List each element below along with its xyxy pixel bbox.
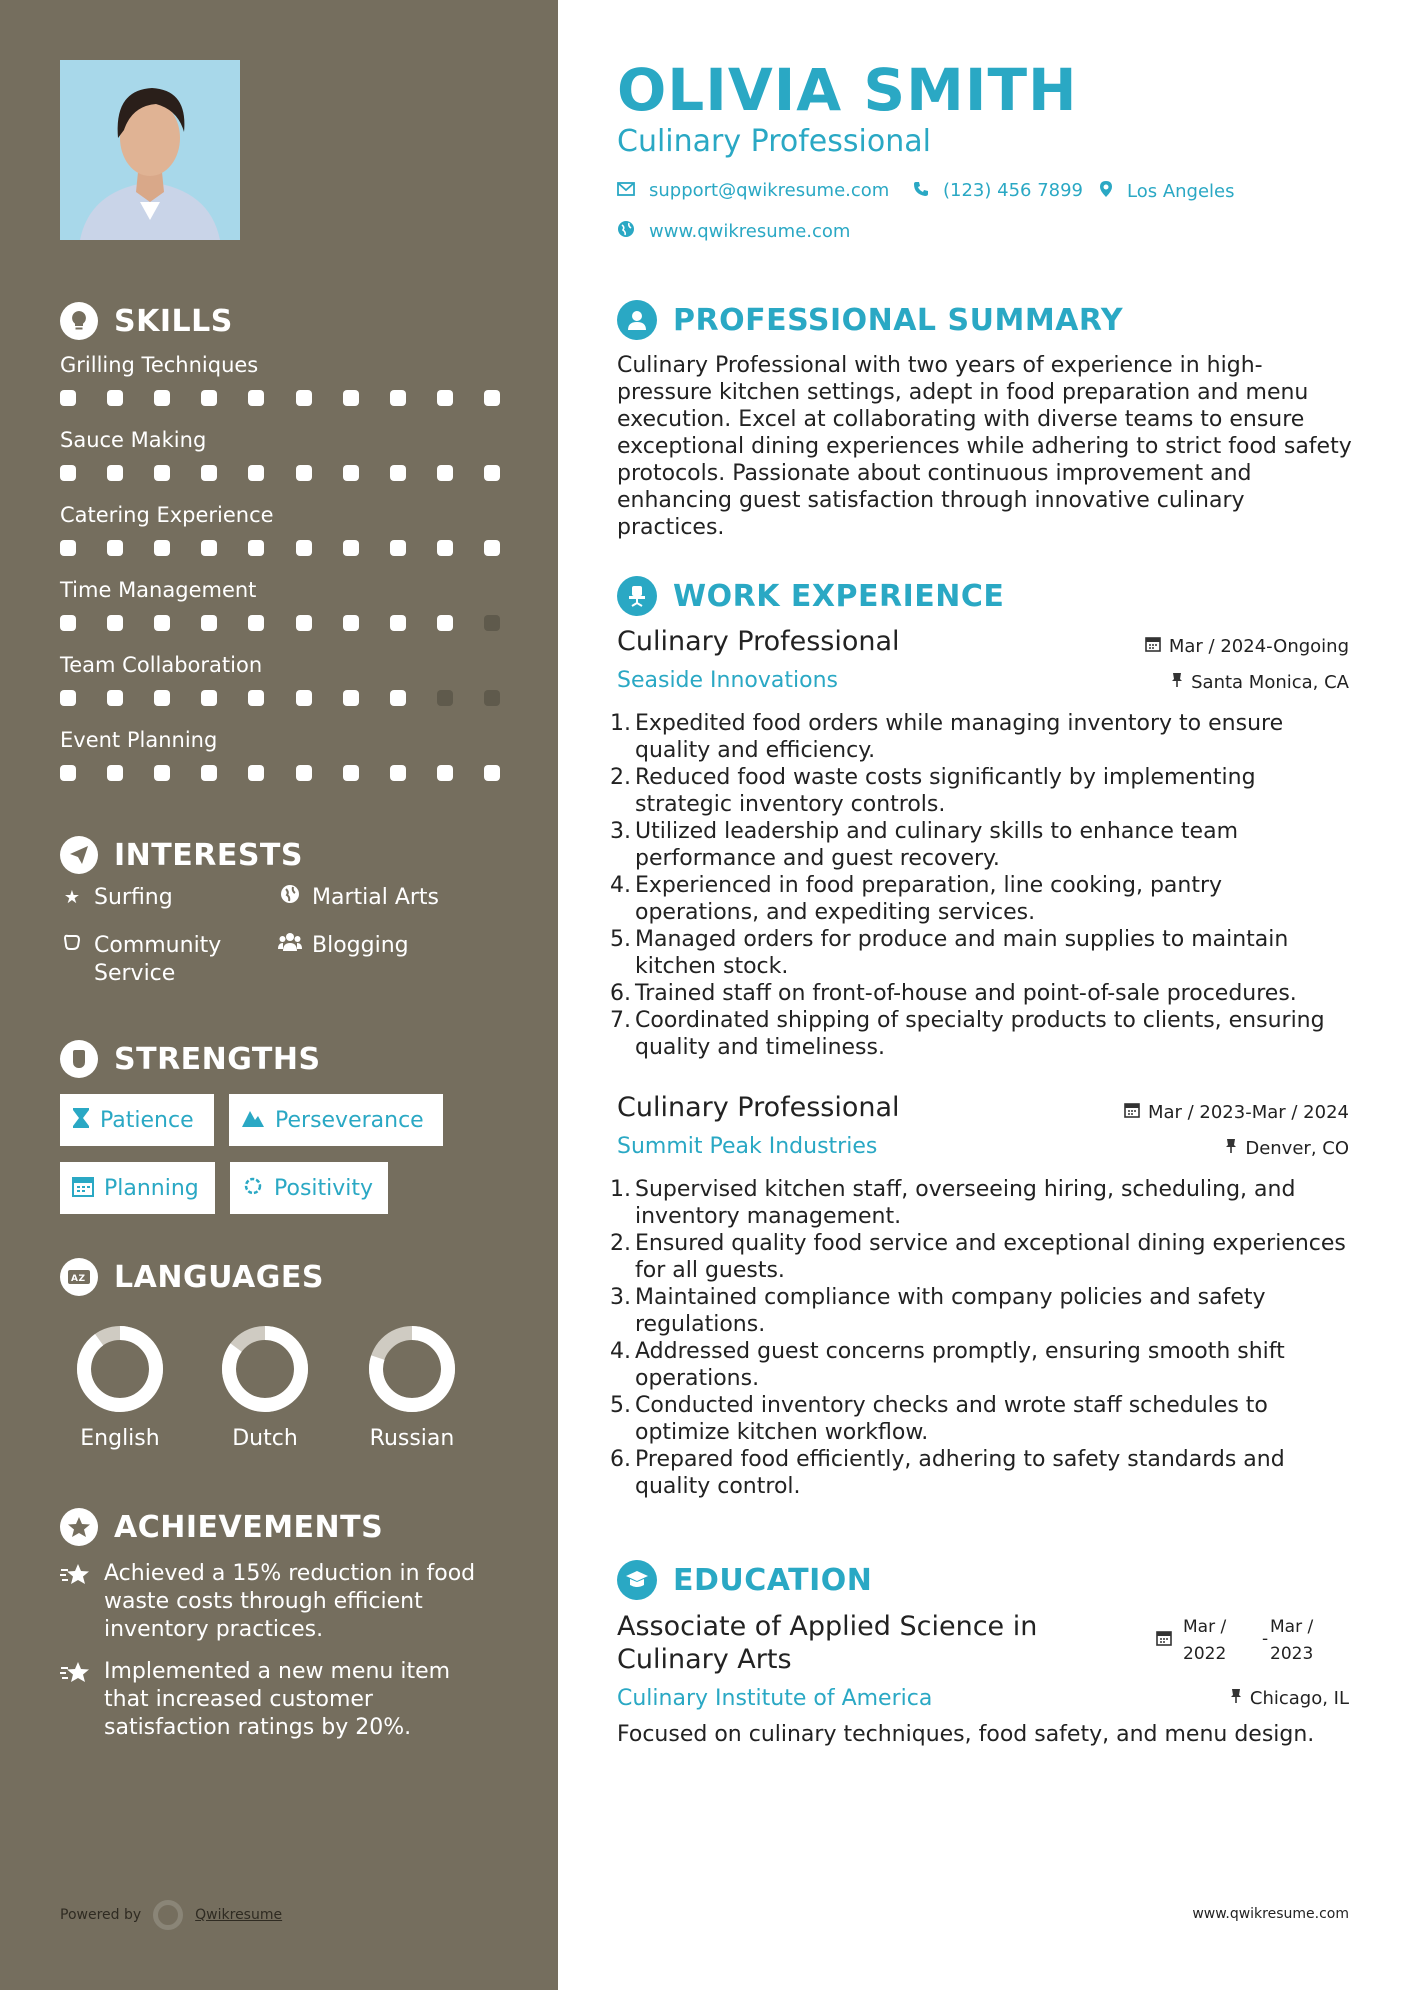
job-responsibilities	[610, 1176, 1350, 1500]
star-badge-icon	[60, 1508, 98, 1546]
hourglass-icon	[72, 1107, 90, 1134]
skill-rating-dot	[107, 465, 123, 481]
map-pin-icon	[1099, 180, 1113, 202]
strength-badge-perseverance	[229, 1094, 443, 1146]
paper-plane-icon	[60, 836, 98, 874]
responsibility-text: Expedited food orders while managing inventory to ensure quality and efficiency.	[635, 711, 1284, 763]
skill-rating-dot	[390, 390, 406, 406]
skill-rating-dot	[343, 390, 359, 406]
job-date-text: Mar / 2023-Mar / 2024	[1147, 1102, 1349, 1123]
email-text: support@qwikresume.com	[649, 180, 890, 201]
languages-heading-text: LANGUAGES	[114, 1259, 324, 1295]
language-name: English	[80, 1426, 160, 1451]
skill-rating-dot	[437, 615, 453, 631]
list-number: 1.	[610, 711, 631, 736]
skill-rating-dot	[248, 540, 264, 556]
education-school: Culinary Institute of America	[617, 1686, 933, 1711]
responsibility-text: Prepared food efficiently, adhering to safety standards and quality control.	[635, 1447, 1285, 1499]
contact-email[interactable]	[617, 180, 889, 201]
responsibility-text: Reduced food waste costs significantly by implementing strategic inventory controls.	[635, 765, 1256, 817]
fist-icon	[60, 1040, 98, 1078]
skills-heading-text: SKILLS	[114, 303, 233, 339]
skill-rating-dot	[343, 765, 359, 781]
skill-name: Team Collaboration	[60, 653, 263, 677]
skill-rating-dot	[296, 465, 312, 481]
education-location-text: Chicago, IL	[1249, 1688, 1349, 1709]
skill-rating-dot	[248, 615, 264, 631]
calendar-icon	[1145, 636, 1161, 657]
list-number: 2.	[610, 765, 631, 790]
skill-item	[60, 425, 500, 481]
responsibility-item	[610, 1392, 1350, 1446]
pushpin-icon	[1230, 1688, 1242, 1709]
responsibility-text: Managed orders for produce and main supplies to maintain kitchen stock.	[635, 927, 1289, 979]
skill-rating-dot	[296, 765, 312, 781]
interest-label: Blogging	[312, 933, 409, 958]
mountain-icon	[241, 1108, 265, 1133]
language-proficiency-ring	[222, 1326, 308, 1412]
skill-name: Event Planning	[60, 728, 218, 752]
education-degree: Associate of Applied Science in Culinary Arts	[617, 1611, 1038, 1675]
skill-name: Grilling Techniques	[60, 353, 259, 377]
skill-rating-dot	[107, 390, 123, 406]
skill-rating	[60, 615, 500, 631]
skill-rating-dot	[390, 540, 406, 556]
responsibility-text: Ensured quality food service and exceptional dining experiences for all guests.	[635, 1231, 1346, 1283]
strengths-heading-text: STRENGTHS	[114, 1041, 321, 1077]
job-date	[1145, 636, 1349, 657]
list-number: 6.	[610, 981, 631, 1006]
list-number: 3.	[610, 819, 631, 844]
skill-rating	[60, 765, 500, 781]
footer-url[interactable]: www.qwikresume.com	[1192, 1906, 1349, 1922]
skill-rating-dot	[296, 540, 312, 556]
responsibility-text: Trained staff on front-of-house and point-of-sale procedures.	[635, 981, 1297, 1006]
skill-rating-dot	[484, 465, 500, 481]
job-location-text: Denver, CO	[1245, 1138, 1349, 1159]
list-number: 2.	[610, 1231, 631, 1256]
skill-rating-dot	[60, 615, 76, 631]
skill-rating	[60, 690, 500, 706]
skill-rating-dot	[296, 690, 312, 706]
skill-rating-dot	[201, 465, 217, 481]
skill-rating-dot	[484, 540, 500, 556]
skill-item	[60, 650, 500, 706]
job-title: Culinary Professional	[617, 1092, 900, 1123]
candidate-name: OLIVIA SMITH	[617, 56, 1078, 124]
list-number: 7.	[610, 1008, 631, 1033]
graduation-cap-icon	[617, 1560, 657, 1600]
job-responsibilities	[610, 710, 1350, 1061]
interest-item-martial-arts	[278, 884, 439, 913]
skill-rating-dot	[484, 615, 500, 631]
skill-rating-dot	[60, 390, 76, 406]
skill-rating	[60, 390, 500, 406]
profile-photo	[60, 60, 240, 240]
skill-rating-dot	[154, 765, 170, 781]
responsibility-item	[610, 872, 1350, 926]
strength-label: Planning	[104, 1175, 199, 1201]
job-location-text: Santa Monica, CA	[1191, 672, 1349, 693]
qwikresume-logo-icon	[153, 1900, 183, 1930]
language-item	[347, 1326, 477, 1451]
skill-rating-dot	[343, 615, 359, 631]
skill-rating-dot	[201, 390, 217, 406]
profile-photo-illustration	[60, 60, 240, 240]
skill-rating-dot	[107, 615, 123, 631]
experience-heading	[617, 576, 1004, 616]
responsibility-item	[610, 1446, 1350, 1500]
strength-badge-patience	[60, 1094, 214, 1146]
achievements-heading-text: ACHIEVEMENTS	[114, 1509, 384, 1545]
interest-item-community-service	[60, 932, 260, 988]
powered-by	[60, 1900, 282, 1930]
phone-icon	[913, 181, 929, 201]
responsibility-text: Supervised kitchen staff, overseeing hiring, scheduling, and inventory management.	[635, 1177, 1296, 1229]
date-separator: -	[1262, 1629, 1269, 1649]
skill-rating-dot	[248, 690, 264, 706]
interests-heading	[60, 836, 303, 874]
achievement-text: Achieved a 15% reduction in food waste costs through efficient inventory practices.	[104, 1561, 476, 1642]
achievement-item	[60, 1560, 500, 1644]
skills-heading	[60, 302, 233, 340]
skill-rating-dot	[390, 465, 406, 481]
language-proficiency-ring	[77, 1326, 163, 1412]
skill-rating-dot	[201, 615, 217, 631]
skill-rating-dot	[343, 540, 359, 556]
summary-heading	[617, 300, 1123, 340]
list-number: 5.	[610, 1393, 631, 1418]
left-sidebar	[0, 0, 558, 1990]
powered-by-label: Powered by	[60, 1907, 142, 1923]
interest-item-blogging	[278, 932, 409, 961]
skill-rating-dot	[390, 690, 406, 706]
skill-rating-dot	[390, 615, 406, 631]
skill-rating-dot	[437, 390, 453, 406]
skill-rating-dot	[484, 690, 500, 706]
contact-location	[1099, 180, 1235, 202]
skill-rating-dot	[343, 465, 359, 481]
skill-rating-dot	[60, 540, 76, 556]
skill-rating-dot	[296, 615, 312, 631]
skill-rating-dot	[154, 615, 170, 631]
strength-badge-positivity	[230, 1162, 388, 1214]
skill-rating-dot	[248, 390, 264, 406]
job-location	[1225, 1138, 1349, 1159]
skill-rating-dot	[154, 690, 170, 706]
language-item	[55, 1326, 185, 1451]
language-proficiency-ring	[369, 1326, 455, 1412]
skill-rating-dot	[107, 690, 123, 706]
language-name: Russian	[369, 1426, 455, 1451]
list-number: 3.	[610, 1285, 631, 1310]
calendar-icon	[72, 1175, 94, 1202]
skill-rating-dot	[154, 390, 170, 406]
strength-label: Perseverance	[275, 1107, 424, 1133]
education-location	[1230, 1688, 1349, 1709]
responsibility-text: Conducted inventory checks and wrote staff schedules to optimize kitchen workflow.	[635, 1393, 1268, 1445]
office-chair-icon	[617, 576, 657, 616]
strength-label: Patience	[100, 1107, 194, 1133]
hand-icon	[60, 932, 84, 988]
education-start-date: Mar / 2022	[1183, 1617, 1227, 1664]
interest-item-surfing	[60, 884, 173, 912]
education-heading	[617, 1560, 872, 1600]
skill-rating-dot	[437, 765, 453, 781]
job-company: Summit Peak Industries	[617, 1134, 878, 1159]
responsibility-item	[610, 1230, 1350, 1284]
calendar-icon	[1156, 1628, 1176, 1655]
responsibility-item	[610, 764, 1350, 818]
language-name: Dutch	[232, 1426, 298, 1451]
job-date-text: Mar / 2024-Ongoing	[1168, 636, 1349, 657]
skill-rating-dot	[107, 765, 123, 781]
job-location	[1171, 672, 1349, 693]
skill-rating-dot	[437, 540, 453, 556]
website-text: www.qwikresume.com	[649, 220, 851, 242]
shooting-star-icon	[60, 1560, 90, 1644]
pushpin-icon	[1225, 1138, 1237, 1159]
user-icon	[617, 300, 657, 340]
responsibility-text: Maintained compliance with company policies and safety regulations.	[635, 1285, 1266, 1337]
skill-rating-dot	[201, 690, 217, 706]
job-date	[1124, 1102, 1349, 1123]
lightbulb-icon	[60, 302, 98, 340]
summary-text: Culinary Professional with two years of experience in high-pressure kitchen settings, adept in food preparation and menu execution. Excel at collaborating with diverse teams to ensure exceptional dining experiences while adhering to strict food safety protocols. Passionate about continuous improvement and enhancing guest satisfaction through innovative culinary practices.	[617, 353, 1352, 540]
skill-item	[60, 350, 500, 406]
skill-item	[60, 725, 500, 781]
skill-rating-dot	[484, 765, 500, 781]
job-title: Culinary Professional	[617, 626, 900, 657]
skill-rating-dot	[437, 465, 453, 481]
shooting-star-icon	[60, 1658, 90, 1742]
contact-phone[interactable]	[913, 180, 1083, 201]
list-number: 1.	[610, 1177, 631, 1202]
responsibility-text: Addressed guest concerns promptly, ensuring smooth shift operations.	[635, 1339, 1285, 1391]
skill-rating-dot	[248, 465, 264, 481]
list-number: 4.	[610, 873, 631, 898]
skill-rating-dot	[437, 690, 453, 706]
skill-rating-dot	[390, 765, 406, 781]
phone-text: (123) 456 7899	[943, 180, 1084, 201]
skill-rating-dot	[484, 390, 500, 406]
responsibility-text: Experienced in food preparation, line cooking, pantry operations, and expediting services.	[635, 873, 1223, 925]
envelope-icon	[617, 181, 635, 200]
sun-icon	[242, 1175, 264, 1202]
location-text: Los Angeles	[1127, 180, 1235, 202]
experience-heading-text: WORK EXPERIENCE	[673, 578, 1005, 614]
list-number: 5.	[610, 927, 631, 952]
list-number: 4.	[610, 1339, 631, 1364]
education-end-date: Mar / 2023	[1270, 1617, 1314, 1664]
responsibility-item	[610, 818, 1350, 872]
translate-icon	[60, 1258, 98, 1296]
skill-rating-dot	[201, 765, 217, 781]
language-item	[200, 1326, 330, 1451]
achievement-item	[60, 1658, 500, 1742]
strength-label: Positivity	[274, 1175, 374, 1201]
interest-label: Surfing	[94, 885, 173, 910]
job-company: Seaside Innovations	[617, 668, 838, 693]
skill-rating-dot	[60, 465, 76, 481]
globe-icon	[617, 220, 635, 242]
skill-rating-dot	[296, 390, 312, 406]
achievements-heading	[60, 1508, 383, 1546]
contact-website[interactable]	[617, 220, 850, 242]
responsibility-item	[610, 1007, 1350, 1061]
responsibility-item	[610, 926, 1350, 980]
strengths-heading	[60, 1040, 321, 1078]
svg-text:AZ: AZ	[71, 1274, 86, 1284]
strength-badge-planning	[60, 1162, 215, 1214]
language-ring-fill	[84, 1333, 156, 1405]
skill-rating-dot	[154, 465, 170, 481]
skill-rating-dot	[154, 540, 170, 556]
education-heading-text: EDUCATION	[673, 1562, 873, 1598]
star-icon: ★	[63, 887, 81, 908]
interest-label: Community Service	[94, 933, 222, 986]
users-icon	[278, 932, 302, 961]
achievement-text: Implemented a new menu item that increased customer satisfaction ratings by 20%.	[104, 1659, 451, 1740]
skill-item	[60, 500, 500, 556]
calendar-icon	[1124, 1102, 1140, 1123]
skill-rating-dot	[60, 690, 76, 706]
interest-label: Martial Arts	[312, 885, 440, 910]
skill-item	[60, 575, 500, 631]
skill-rating-dot	[201, 540, 217, 556]
skill-rating-dot	[248, 765, 264, 781]
skill-rating-dot	[107, 540, 123, 556]
responsibility-item	[610, 1338, 1350, 1392]
qwikresume-link[interactable]: Qwikresume	[195, 1907, 283, 1923]
skill-rating-dot	[60, 765, 76, 781]
responsibility-text: Utilized leadership and culinary skills to enhance team performance and guest recovery.	[635, 819, 1239, 871]
skill-rating	[60, 465, 500, 481]
summary-heading-text: PROFESSIONAL SUMMARY	[673, 302, 1124, 338]
list-number: 6.	[610, 1447, 631, 1472]
skill-rating	[60, 540, 500, 556]
education-description: Focused on culinary techniques, food safety, and menu design.	[617, 1722, 1315, 1747]
skill-name: Time Management	[60, 578, 257, 602]
responsibility-item	[610, 1284, 1350, 1338]
responsibility-item	[610, 1176, 1350, 1230]
interests-heading-text: INTERESTS	[114, 837, 303, 873]
skill-name: Sauce Making	[60, 428, 207, 452]
responsibility-text: Coordinated shipping of specialty products to clients, ensuring quality and timeliness.	[635, 1008, 1325, 1060]
skill-name: Catering Experience	[60, 503, 274, 527]
globe-icon	[278, 884, 302, 913]
responsibility-item	[610, 710, 1350, 764]
skill-rating-dot	[343, 690, 359, 706]
candidate-title: Culinary Professional	[617, 124, 931, 159]
pushpin-icon	[1171, 672, 1183, 693]
languages-heading	[60, 1258, 324, 1296]
responsibility-item	[610, 980, 1350, 1007]
